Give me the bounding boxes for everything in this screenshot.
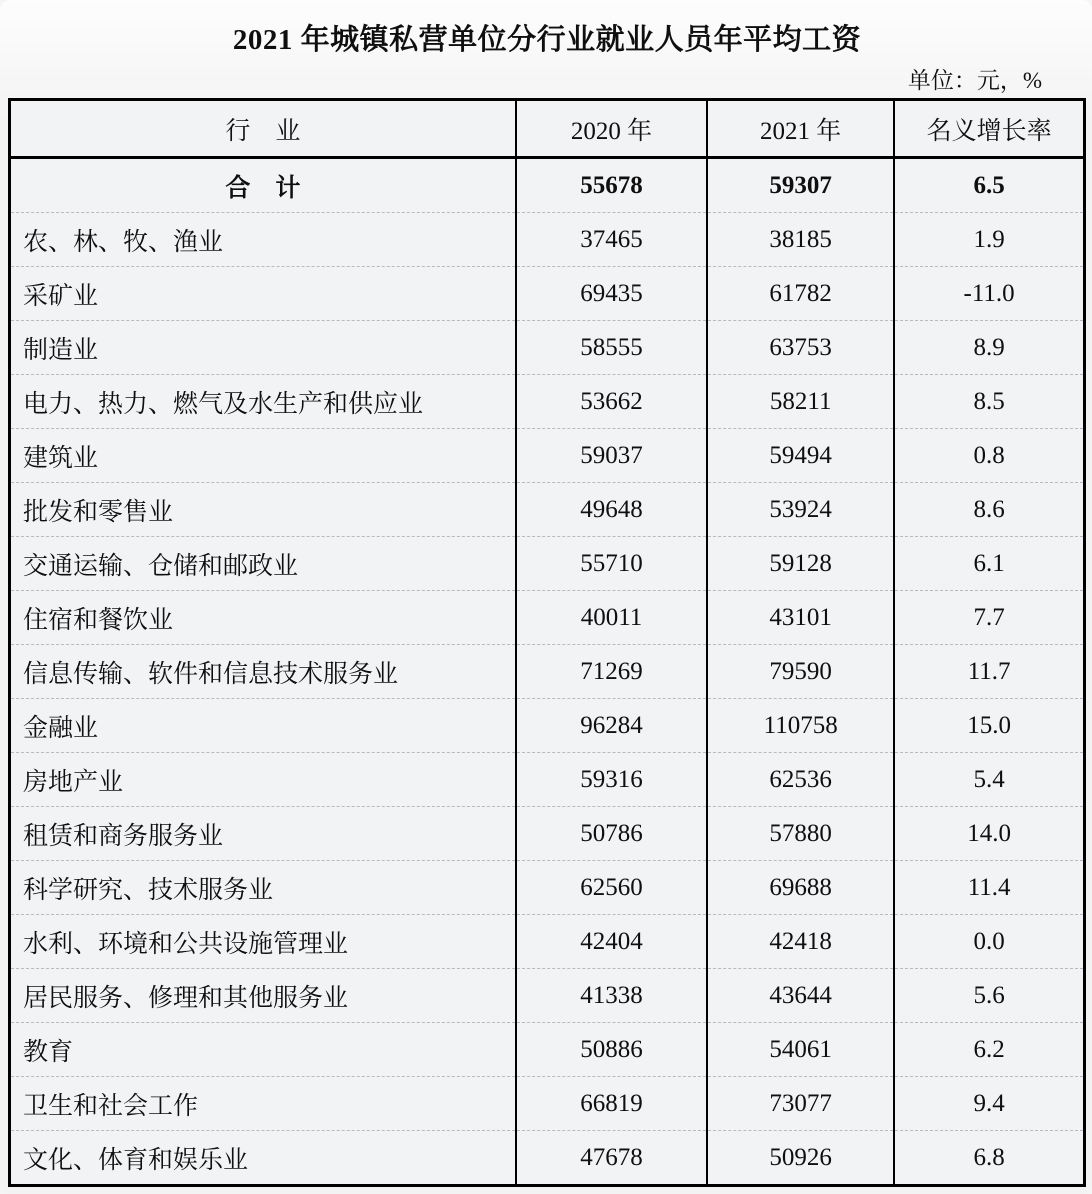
- growth-rate-cell: 15.0: [894, 699, 1084, 753]
- value-2020-cell: 50886: [516, 1023, 707, 1077]
- growth-rate-cell: 0.0: [894, 915, 1084, 969]
- growth-rate-cell: 7.7: [894, 591, 1084, 645]
- value-2020-cell: 59316: [516, 753, 707, 807]
- value-2021-cell: 79590: [707, 645, 894, 699]
- value-2020-cell: 59037: [516, 429, 707, 483]
- table-row: [10, 429, 1085, 483]
- industry-cell: 批发和零售业: [10, 483, 516, 537]
- value-2020-cell: 42404: [516, 915, 707, 969]
- table-row: [10, 591, 1085, 645]
- industry-cell: 居民服务、修理和其他服务业: [10, 969, 516, 1023]
- value-2020-cell: 69435: [516, 267, 707, 321]
- page-title: 2021 年城镇私营单位分行业就业人员年平均工资: [232, 24, 862, 56]
- unit-note: 单位：元，%: [907, 68, 1042, 93]
- table-row: [10, 645, 1085, 699]
- growth-rate-cell: 6.1: [894, 537, 1084, 591]
- value-2020-cell: 62560: [516, 861, 707, 915]
- value-2020-cell: 66819: [516, 1077, 707, 1131]
- table-row: [10, 969, 1085, 1023]
- table-row: [10, 483, 1085, 537]
- table-row: [10, 699, 1085, 753]
- value-2021-cell: 59128: [707, 537, 894, 591]
- value-2020-cell: 37465: [516, 213, 707, 267]
- value-2021-cell: 43101: [707, 591, 894, 645]
- growth-rate-cell: 8.6: [894, 483, 1084, 537]
- growth-rate-cell: 5.4: [894, 753, 1084, 807]
- value-2021-cell: 57880: [707, 807, 894, 861]
- value-2020-cell: 55678: [516, 158, 707, 213]
- growth-rate-cell: 9.4: [894, 1077, 1084, 1131]
- wage-table: [8, 98, 1086, 1187]
- growth-rate-cell: -11.0: [894, 267, 1084, 321]
- industry-cell: 教育: [10, 1023, 516, 1077]
- table-row: [10, 1023, 1085, 1077]
- value-2021-cell: 73077: [707, 1077, 894, 1131]
- value-2021-cell: 42418: [707, 915, 894, 969]
- table-row: [10, 1131, 1085, 1186]
- growth-rate-cell: 11.7: [894, 645, 1084, 699]
- industry-cell: 合 计: [225, 174, 301, 202]
- growth-rate-cell: 14.0: [894, 807, 1084, 861]
- table-row: [10, 537, 1085, 591]
- value-2020-cell: 50786: [516, 807, 707, 861]
- header-industry: 行 业: [10, 100, 516, 158]
- table-row: [10, 375, 1085, 429]
- value-2020-cell: 49648: [516, 483, 707, 537]
- value-2021-cell: 43644: [707, 969, 894, 1023]
- industry-cell: 信息传输、软件和信息技术服务业: [10, 645, 516, 699]
- value-2020-cell: 96284: [516, 699, 707, 753]
- table-row: [10, 321, 1085, 375]
- industry-cell: 房地产业: [10, 753, 516, 807]
- value-2020-cell: 55710: [516, 537, 707, 591]
- table-row-total: [10, 158, 1085, 213]
- value-2021-cell: 58211: [707, 375, 894, 429]
- value-2020-cell: 47678: [516, 1131, 707, 1186]
- header-growth-rate: 名义增长率: [894, 100, 1084, 158]
- industry-cell: 卫生和社会工作: [10, 1077, 516, 1131]
- growth-rate-cell: 8.9: [894, 321, 1084, 375]
- table-row: [10, 1077, 1085, 1131]
- value-2021-cell: 59307: [707, 158, 894, 213]
- value-2021-cell: 53924: [707, 483, 894, 537]
- table-row: [10, 915, 1085, 969]
- growth-rate-cell: 8.5: [894, 375, 1084, 429]
- value-2021-cell: 50926: [707, 1131, 894, 1186]
- industry-cell: 科学研究、技术服务业: [10, 861, 516, 915]
- table-row: [10, 861, 1085, 915]
- value-2021-cell: 63753: [707, 321, 894, 375]
- growth-rate-cell: 6.5: [894, 158, 1084, 213]
- table-row: [10, 267, 1085, 321]
- table-header-row: [10, 100, 1085, 158]
- industry-cell: 租赁和商务服务业: [10, 807, 516, 861]
- industry-cell: 金融业: [10, 699, 516, 753]
- value-2021-cell: 62536: [707, 753, 894, 807]
- growth-rate-cell: 1.9: [894, 213, 1084, 267]
- header-2020: 2020 年: [516, 100, 707, 158]
- header-2021: 2021 年: [707, 100, 894, 158]
- table-row: [10, 807, 1085, 861]
- industry-cell: 文化、体育和娱乐业: [10, 1131, 516, 1186]
- industry-cell: 电力、热力、燃气及水生产和供应业: [10, 375, 516, 429]
- value-2021-cell: 110758: [707, 699, 894, 753]
- value-2021-cell: 69688: [707, 861, 894, 915]
- value-2021-cell: 59494: [707, 429, 894, 483]
- value-2020-cell: 53662: [516, 375, 707, 429]
- value-2020-cell: 41338: [516, 969, 707, 1023]
- value-2020-cell: 58555: [516, 321, 707, 375]
- value-2021-cell: 61782: [707, 267, 894, 321]
- industry-cell: 制造业: [10, 321, 516, 375]
- industry-cell: 建筑业: [10, 429, 516, 483]
- industry-cell: 农、林、牧、渔业: [10, 213, 516, 267]
- value-2020-cell: 40011: [516, 591, 707, 645]
- value-2021-cell: 54061: [707, 1023, 894, 1077]
- growth-rate-cell: 5.6: [894, 969, 1084, 1023]
- industry-cell: 水利、环境和公共设施管理业: [10, 915, 516, 969]
- value-2021-cell: 38185: [707, 213, 894, 267]
- industry-cell: 交通运输、仓储和邮政业: [10, 537, 516, 591]
- table-row: [10, 753, 1085, 807]
- growth-rate-cell: 0.8: [894, 429, 1084, 483]
- industry-cell: 住宿和餐饮业: [10, 591, 516, 645]
- table-row: [10, 213, 1085, 267]
- growth-rate-cell: 6.8: [894, 1131, 1084, 1186]
- growth-rate-cell: 6.2: [894, 1023, 1084, 1077]
- industry-cell: 采矿业: [10, 267, 516, 321]
- value-2020-cell: 71269: [516, 645, 707, 699]
- growth-rate-cell: 11.4: [894, 861, 1084, 915]
